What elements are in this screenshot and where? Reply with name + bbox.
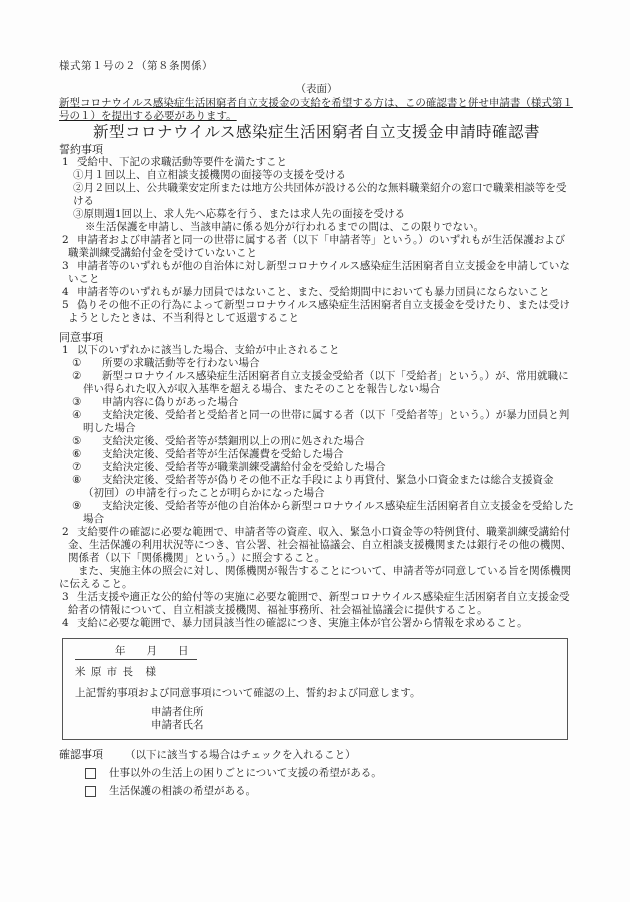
circled-number: ⑨ <box>72 500 82 512</box>
pledge-item-5 <box>59 299 574 325</box>
item-text: 申請者等のいずれもが暴力団員ではないこと、また、受給期間中においても暴力団員にならないこと <box>77 286 550 298</box>
circled-number: ② <box>72 370 82 382</box>
applicant-address-label: 申請者住所 <box>151 706 204 718</box>
circled-number: ⑥ <box>72 448 82 460</box>
item-text: 偽りその他不正の行為によって新型コロナウイルス感染症生活困窮者自立支援金を受けたり、または受けようとしたときは、不当利得として返還すること <box>68 299 570 324</box>
consent-item-1-sub-9 <box>59 500 574 526</box>
consent-item-1-sub-1 <box>59 357 574 370</box>
applicant-labels <box>151 706 557 732</box>
circled-number: ③ <box>72 396 82 408</box>
item-number: 2 <box>62 526 69 538</box>
page-title: 新型コロナウイルス感染症生活困窮者自立支援金申請時確認書 <box>92 123 541 141</box>
circled-number: ⑦ <box>72 461 82 473</box>
confirmation-heading-row <box>59 748 574 762</box>
consent-item-1-sub-7 <box>59 461 574 474</box>
signature-statement: 上記誓約事項および同意事項について確認の上、誓約および同意します。 <box>75 687 421 699</box>
checkbox-label: 生活保護の相談の希望がある。 <box>109 785 256 797</box>
consent-item-1-sub-8 <box>59 474 574 500</box>
pledge-item-3 <box>59 260 574 286</box>
item-text: 受給中、下記の求職活動等要件を満たすこと <box>77 156 287 168</box>
item-text: 支給決定後、受給者等が偽りその他不正な手段により再貸付、緊急小口資金または総合支援資金（初回）の申請を行ったことが明らかになった場合 <box>83 474 554 499</box>
item-number: 2 <box>62 234 69 246</box>
checkbox-icon[interactable] <box>85 768 96 779</box>
item-text: 新型コロナウイルス感染症生活困窮者自立支援金受給者（以下「受給者」という。）が、常用就職に伴い得られた収入が収入基準を超える場合、またそのことを報告しない場合 <box>83 370 569 395</box>
checkbox-label: 仕事以外の生活上の困りごとについて支援の希望がある。 <box>109 767 382 779</box>
item-text: 支給決定後、受給者等が職業訓練受講給付金を受給した場合 <box>102 461 386 473</box>
consent-item-2 <box>59 526 574 565</box>
item-text: 所要の求職活動等を行わない場合 <box>102 357 260 369</box>
side-label: （表面） <box>295 83 338 95</box>
submission-notice: 新型コロナウイルス感染症生活困窮者自立支援金の支給を希望する方は、この確認書と併せ申請書（様式第１号の１）を提出する必要があります。 <box>59 97 573 122</box>
checkbox-row-welfare-consult-wish <box>59 785 574 798</box>
item-number: 3 <box>62 591 69 603</box>
item-text: 支給決定後、受給者等が生活保護費を受給した場合 <box>102 448 344 460</box>
consent-item-1-sub-3 <box>59 396 574 409</box>
item-text: 申請内容に偽りがあった場合 <box>102 396 239 408</box>
item-text: 申請者等のいずれもが他の自治体に対し新型コロナウイルス感染症生活困窮者自立支援金を申請していないこと <box>68 260 570 285</box>
pledge-item-1-sub-2: ②月２回以上、公共職業安定所または地方公共団体が設ける公的な無料職業紹介の窓口で職業相談等を受ける <box>73 182 567 207</box>
circled-number: ⑤ <box>72 435 82 447</box>
applicant-name-label: 申請者氏名 <box>151 719 204 731</box>
item-text: 支給に必要な範囲で、暴力団員該当性の確認につき、実施主体が官公署から情報を求めること。 <box>77 617 528 629</box>
consent-item-3 <box>59 591 574 617</box>
pledge-item-1-note: ※生活保護を申請し、当該申請に係る処分が行われるまでの間は、この限りでない。 <box>85 221 484 233</box>
item-number: 1 <box>62 344 69 356</box>
form-code: 様式第１号の２（第８条関係） <box>59 60 213 72</box>
pledge-item-4 <box>59 286 574 299</box>
circled-number: ④ <box>72 409 82 421</box>
date-row <box>75 645 557 660</box>
pledge-section-heading: 誓約事項 <box>59 143 103 156</box>
signature-box <box>62 638 568 740</box>
item-number: 1 <box>62 156 69 168</box>
pledge-item-2 <box>59 234 574 260</box>
item-number: 4 <box>62 617 69 629</box>
item-text: 支給決定後、受給者と受給者と同一の世帯に属する者（以下「受給者等」という。）が暴力団員と判明した場合 <box>83 409 570 434</box>
item-text: 支給決定後、受給者等が他の自治体から新型コロナウイルス感染症生活困窮者自立支援金を受給した場合 <box>83 500 574 525</box>
item-text: 生活支援や適正な公的給付等の実施に必要な範囲で、新型コロナウイルス感染症生活困窮者自立支援金受給者の情報について、自立相談支援機関、福祉事務所、社会福祉協議会に提供すること。 <box>68 591 570 616</box>
consent-item-1-sub-4 <box>59 409 574 435</box>
pledge-item-1-sub-3: ③原則週1回以上、求人先へ応募を行う、または求人先の面接を受ける <box>73 208 406 220</box>
checkbox-icon[interactable] <box>85 786 96 797</box>
pledge-item-1 <box>59 156 574 169</box>
item-number: 4 <box>62 286 69 298</box>
consent-item-1 <box>59 344 574 357</box>
item-text: 申請者および申請者と同一の世帯に属する者（以下「申請者等」という。）のいずれもが生活保護および職業訓練受講給付金を受けていないこと <box>68 234 566 259</box>
item-number: 3 <box>62 260 69 272</box>
consent-item-2-extra: また、実施主体の照会に対し、関係機関が報告することについて、申請者等が同意している旨を関係機関に伝えること。 <box>59 565 572 590</box>
item-text: 以下のいずれかに該当した場合、支給が中止されること <box>77 344 340 356</box>
confirmation-instruction: （以下に該当する場合はチェックを入れること） <box>125 749 356 761</box>
checkbox-row-support-wish <box>59 767 574 780</box>
consent-item-1-sub-2 <box>59 370 574 396</box>
confirmation-heading: 確認事項 <box>59 748 103 761</box>
item-number: 5 <box>62 299 69 311</box>
circled-number: ⑧ <box>72 474 82 486</box>
date-field: 年 月 日 <box>75 645 197 660</box>
consent-item-4 <box>59 617 574 630</box>
item-text: 支給決定後、受給者等が禁錮刑以上の刑に処された場合 <box>102 435 365 447</box>
consent-section-heading: 同意事項 <box>59 331 103 344</box>
consent-item-1-sub-5 <box>59 435 574 448</box>
addressee: 米 原 市 長 様 <box>75 666 158 678</box>
circled-number: ① <box>72 357 82 369</box>
pledge-item-1-sub-1: ①月１回以上、自立相談支援機関の面接等の支援を受ける <box>73 169 346 181</box>
consent-item-1-sub-6 <box>59 448 574 461</box>
item-text: 支給要件の確認に必要な範囲で、申請者等の資産、収入、緊急小口資金等の特例貸付、職業訓練受講給付金、生活保護の利用状況等につき、官公署、社会福祉協議会、自立相談支援機関または銀行その他の機関、関係者（以下「関係機関」という。）に照会すること。 <box>68 526 572 564</box>
